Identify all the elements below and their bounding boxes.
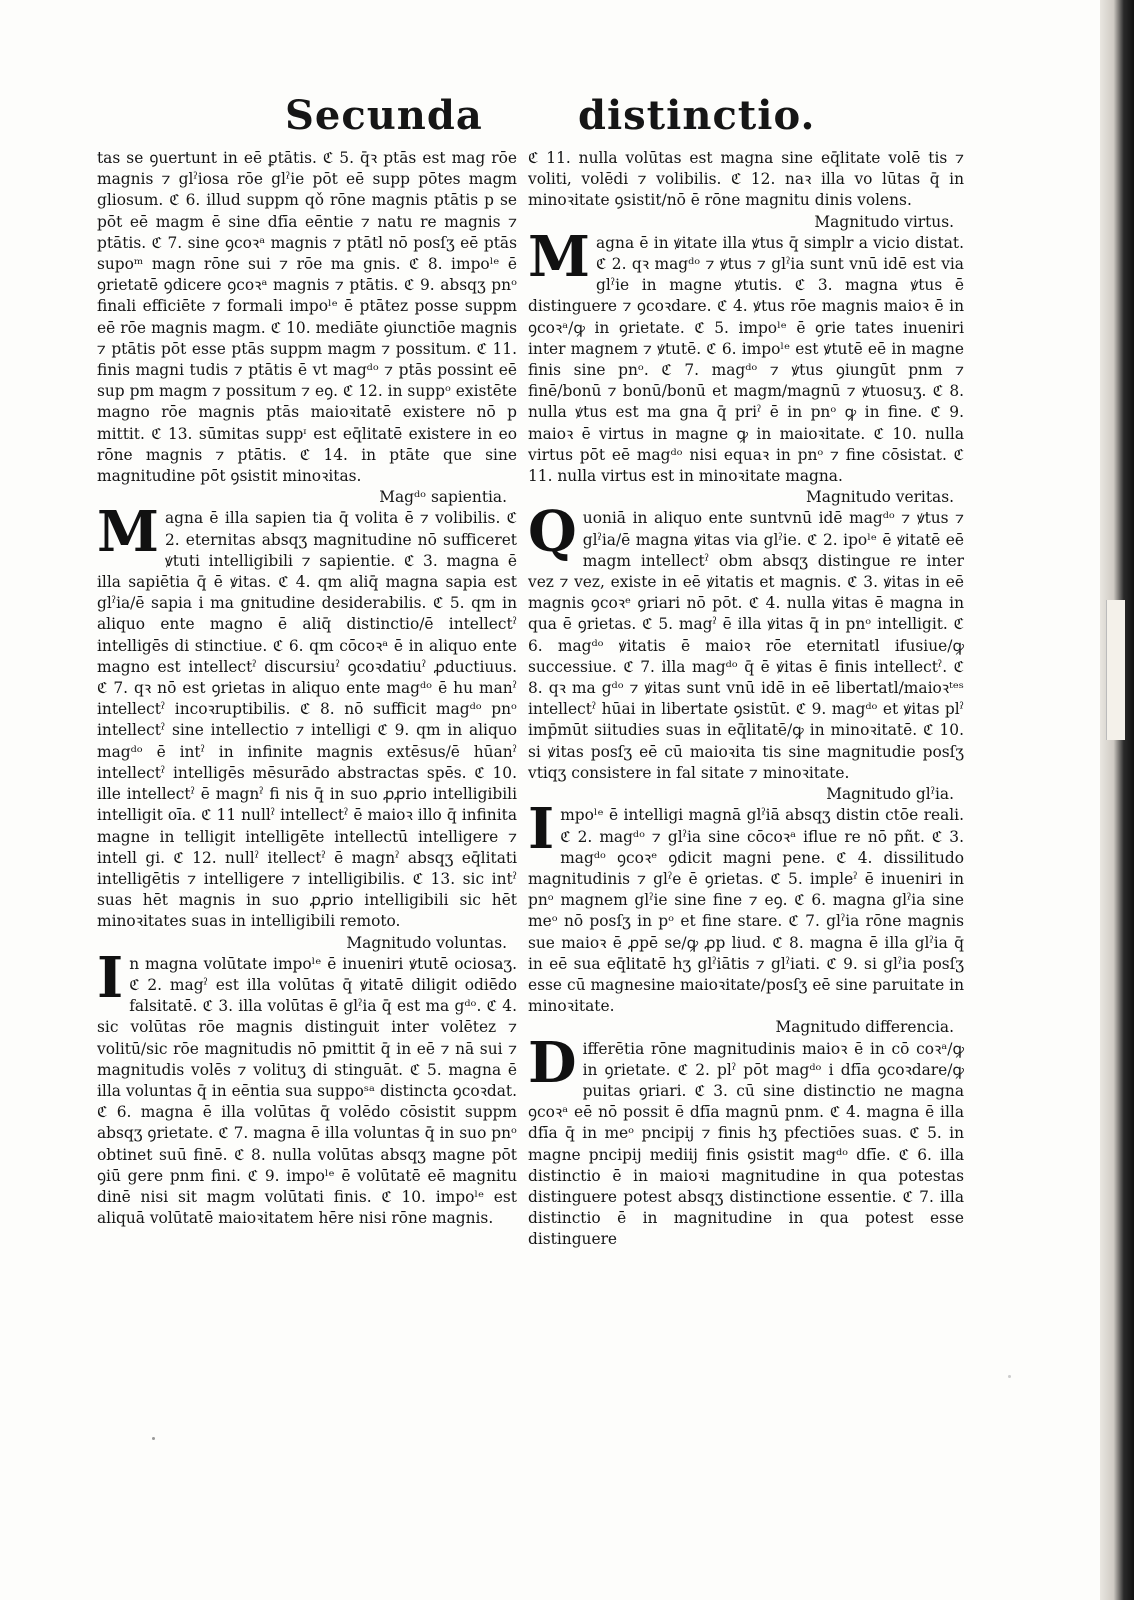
page-binding-edge	[1100, 0, 1134, 1600]
drop-cap: I	[97, 944, 124, 1011]
section-title-differencia: Magnitudo differencia.	[775, 1018, 954, 1037]
drop-cap: D	[528, 1029, 577, 1096]
section-body-veritas	[528, 499, 964, 784]
drop-cap: M	[97, 499, 159, 566]
drop-cap: I	[528, 796, 555, 863]
ink-speck	[152, 1437, 155, 1440]
intro-paragraph: ℭ 11. nulla volūtas est magna sine eq̄litate volē tis ⁊ voliti, volēdi ⁊ volibilis. ℭ 12. naꝛ illa vo lūtas q̄ in minoꝛitate ꝯsistit/nō ē rōne magnitu dinis volens.	[528, 149, 964, 210]
section-body-voluntas	[97, 944, 517, 1230]
drop-cap: Q	[528, 499, 577, 566]
section-body-sapientia	[97, 499, 517, 932]
running-head-right: distinctio.	[578, 92, 816, 139]
intro-paragraph: tas se ꝯuertunt in eē ꝑtātis. ℭ 5. q̄ꝛ ptās est mag rōe magnis ⁊ glˀiosa rōe glˀie pōt eē supp pōtes magm gliosum. ℭ 6. illud suppm qǒ rōne magnis ptātis p se pōt eē magm ē sine dfīa eēntie ⁊ natu re magnis ⁊ ptātis. ℭ 7. sine ꝯcoꝛᵃ magnis ⁊ ptātl nō posſʒ eē ptās supoᵐ magn rōne sui ⁊ rōe ma gnis. ℭ 8. impoˡᵉ ē ꝯrietatē ꝯdicere ꝯcoꝛᵃ magnis ⁊ ptātis. ℭ 9. absqʒ pnᵒ finali efficiēte ⁊ formali impoˡᵉ ē ptātez posse suppm eē rōe magnis magm. ℭ 10. mediāte ꝯiunctiōe magnis ⁊ ptātis pōt esse ptās suppm magm ⁊ possitum. ℭ 11. finis magni tudis ⁊ ptātis ē vt magᵈᵒ ⁊ ptās possint eē sup pm magm ⁊ possitum ⁊ eꝯ. ℭ 12. in suppᵒ existēte magno rōe magnis ptās maioꝛitatē existere nō p mittit. ℭ 13. sūmitas suppᶦ est eq̄litatē existere in eo rōne magnis ⁊ ptātis. ℭ 14. in ptāte que sine magnitudine pōt ꝯsistit minoꝛitas.	[97, 149, 517, 486]
running-head-left: Secunda	[285, 92, 483, 139]
section-text: uoniā in aliquo ente suntvnū idē magᵈᵒ ⁊ ꝟtus ⁊ glˀia/ē magna ꝟitas via glˀie. ℭ 2. ipoˡᵉ ē ꝟitatē eē magm intellectˀ obm absqʒ distingue re inter vez ⁊ vez, existe in eē ꝟitatis et magnis. ℭ 3. ꝟitas in eē magnis ꝯcoꝛᵉ ꝯriari nō pōt. ℭ 4. nulla ꝟitas ē magna in qua ē ꝯrietas. ℭ 5. magˀ ē illa ꝟitas q̄ in pnᵒ intelligit. ℭ 6. magᵈᵒ ꝟitatis ē maioꝛ rōe eternitatl ifusiue/ꝙ successiue. ℭ 7. illa magᵈᵒ q̄ ē ꝟitas ē finis intellectˀ. ℭ 8. qꝛ ma gᵈᵒ ⁊ ꝟitas sunt vnū idē in eē libertatl/maioꝛᵗᵉˢ intellectˀ hūai in libertate ꝯsistūt. ℭ 9. magᵈᵒ et ꝟitas plˀ imp̄mūt siitudies suas in eq̄litatē/ꝙ in minoꝛitatē. ℭ 10. si ꝟitas posſʒ eē cū maioꝛita tis sine magnitudie posſʒ vtiqʒ consistere in fal sitate ⁊ minoꝛitate.	[528, 509, 964, 782]
left-column	[97, 148, 517, 1229]
section-text: ifferētia rōne magnitudinis maioꝛ ē in cō coꝛᵃ/ꝙ in ꝯrietate. ℭ 2. plˀ pōt magᵈᵒ i dfīa ꝯcoꝛdare/ꝙ puitas ꝯriari. ℭ 3. cū sine distinctio ne magna ꝯcoꝛᵃ eē nō possit ē dfīa magnū pnm. ℭ 4. magna ē illa dfīa q̄ in meᵒ pncipij ⁊ finis hʒ pfectiōes suas. ℭ 5. in magne pncipij mediij finis ꝯsistit magᵈᵒ dfīe. ℭ 6. illa distinctio ē in maioꝛi magnitudine in qua potestas distinguere potest absqʒ distinctione essentie. ℭ 7. illa distinctio ē in magnitudine in qua potest esse distinguere	[528, 1039, 964, 1249]
section-text: n magna volūtate impoˡᵉ ē inueniri ꝟtutē ociosaʒ. ℭ 2. magˀ est illa volūtas q̄ ꝟitatē diligit odiēdo falsitatē. ℭ 3. illa volūtas ē glˀia q̄ est ma gᵈᵒ. ℭ 4. sic volūtas rōe magnis distinguit inter volētez ⁊ volitū/sic rōe magnitudis nō pmittit q̄ in eē ⁊ nā sui ⁊ magnitudis volēs ⁊ volituʒ di stinguāt. ℭ 5. magna ē illa voluntas q̄ in eēntia sua suppoˢᵃ distincta ꝯcoꝛdat. ℭ 6. magna ē illa volūtas q̄ volēdo cōsistit suppm absqʒ ꝯrietate. ℭ 7. magna ē illa voluntas q̄ in suo pnᵒ obtinet suū finē. ℭ 8. nulla volūtas absqʒ magne pōt ꝯiū gere pnm fini. ℭ 9. impoˡᵉ ē volūtatē eē magnitu dinē nisi sit magm volūtati finis. ℭ 10. impoˡᵉ est aliquā volūtatē maioꝛitatem hēre nisi rōne magnis.	[97, 954, 517, 1228]
section-title-virtus: Magnitudo virtus.	[814, 212, 954, 231]
drop-cap: M	[528, 223, 590, 290]
section-text: agna ē in ꝟitate illa ꝟtus q̄ simplr a vicio distat. ℭ 2. qꝛ magᵈᵒ ⁊ ꝟtus ⁊ glˀia sunt vnū idē est via glˀie in magne ꝟtutis. ℭ 3. magna ꝟtus ē distinguere ⁊ ꝯcoꝛdare. ℭ 4. ꝟtus rōe magnis maioꝛ ē in ꝯcoꝛᵃ/ꝙ in ꝯrietate. ℭ 5. impoˡᵉ ē ꝯrie tates inueniri inter magnem ⁊ ꝟtutē. ℭ 6. impoˡᵉ est ꝟtutē eē in magne finis sine pnᵒ. ℭ 7. magᵈᵒ ⁊ ꝟtus ꝯiungūt pnm ⁊ finē/bonū ⁊ bonū/bonū et magm/magnū ⁊ ꝟtuosuʒ. ℭ 8. nulla ꝟtus est ma gna q̄ priˀ ē in pnᵒ ꝙ in fine. ℭ 9. maioꝛ ē virtus in magne ꝙ in maioꝛitate. ℭ 10. nulla virtus pōt eē magᵈᵒ nisi equaꝛ in pnᵒ ⁊ fine cōsistat. ℭ 11. nulla virtus est in minoꝛitate magna.	[528, 233, 964, 486]
torn-edge	[1106, 600, 1125, 740]
right-column	[528, 148, 964, 1251]
section-title-veritas: Magnitudo veritas.	[806, 488, 954, 507]
section-body-gloria	[528, 796, 964, 1017]
ink-speck	[1008, 1375, 1011, 1378]
section-body-virtus	[528, 223, 964, 487]
section-text: agna ē illa sapien tia q̄ volita ē ⁊ volibilis. ℭ 2. eternitas absqʒ magnitudine nō sufficeret ꝟtuti intelligibili ⁊ sapientie. ℭ 3. magna ē illa sapiētia q̄ ē ꝟitas. ℭ 4. qm aliq̄ magna sapia est glˀia/ē sapia i ma gnitudine desiderabilis. ℭ 5. qm in aliquo ente magno ē aliq̄ distinctio/ē intellectˀ intelligēs di stinctiue. ℭ 6. qm cōcoꝛᵃ ē in aliquo ente magno est intellectˀ discursiuˀ ꝯcoꝛdatiuˀ ꝓductiuus. ℭ 7. qꝛ nō est ꝯrietas in aliquo ente magᵈᵒ ē hu manˀ intellectˀ incoꝛruptibilis. ℭ 8. nō sufficit magᵈᵒ pnᵒ intellectˀ sine intellectio ⁊ intelligi ℭ 9. qm in aliquo magᵈᵒ ē intˀ in infinite magnis extēsus/ē hūanˀ intellectˀ intelligēs mēsurādo abstractas spēs. ℭ 10. ille intellectˀ ē magnˀ fi nis q̄ in suo ꝓꝓrio intelligibili intelligit oīa. ℭ 11 nullˀ intellectˀ ē maioꝛ illo q̄ infinita magne in telligit intelligēte intellectū intelligere ⁊ intell gi. ℭ 12. nullˀ itellectˀ ē magnˀ absqʒ eq̄litati intelligētis ⁊ intelligere ⁊ intelligibilis. ℭ 13. sic intˀ suas hēt magnis in suo ꝓꝓrio intelligibili sic hēt minoꝛitates suas in intelligibili remoto.	[97, 509, 517, 931]
section-body-differencia	[528, 1029, 964, 1251]
section-text: mpoˡᵉ ē intelligi magnā glˀiā absqʒ distin ctōe reali. ℭ 2. magᵈᵒ ⁊ glˀia sine cōcoꝛᵃ iflue re nō pñt. ℭ 3. magᵈᵒ ꝯcoꝛᵉ ꝯdicit magni pene. ℭ 4. dissilitudo magnitudinis ⁊ glˀe ē ꝯrietas. ℭ 5. impleˀ ē inueniri in pnᵒ magnem glˀie sine fine ⁊ eꝯ. ℭ 6. magna glˀia sine meᵒ nō posſʒ in pᵒ et fine stare. ℭ 7. glˀia rōne magnis sue maioꝛ ē ꝓpē se/ꝙ ꝓp liud. ℭ 8. magna ē illa glˀia q̄ in eē sua eq̄litatē hʒ glˀiātis ⁊ glˀiati. ℭ 9. si glˀia posſʒ esse cū magnesine maioꝛitate/posſʒ eē sine paruitate in minoꝛitate.	[528, 806, 964, 1016]
section-title-voluntas: Magnitudo voluntas.	[346, 933, 507, 952]
section-title-gloria: Magnitudo glˀia.	[826, 785, 954, 804]
section-title-sapientia: Magᵈᵒ sapientia.	[379, 488, 507, 507]
